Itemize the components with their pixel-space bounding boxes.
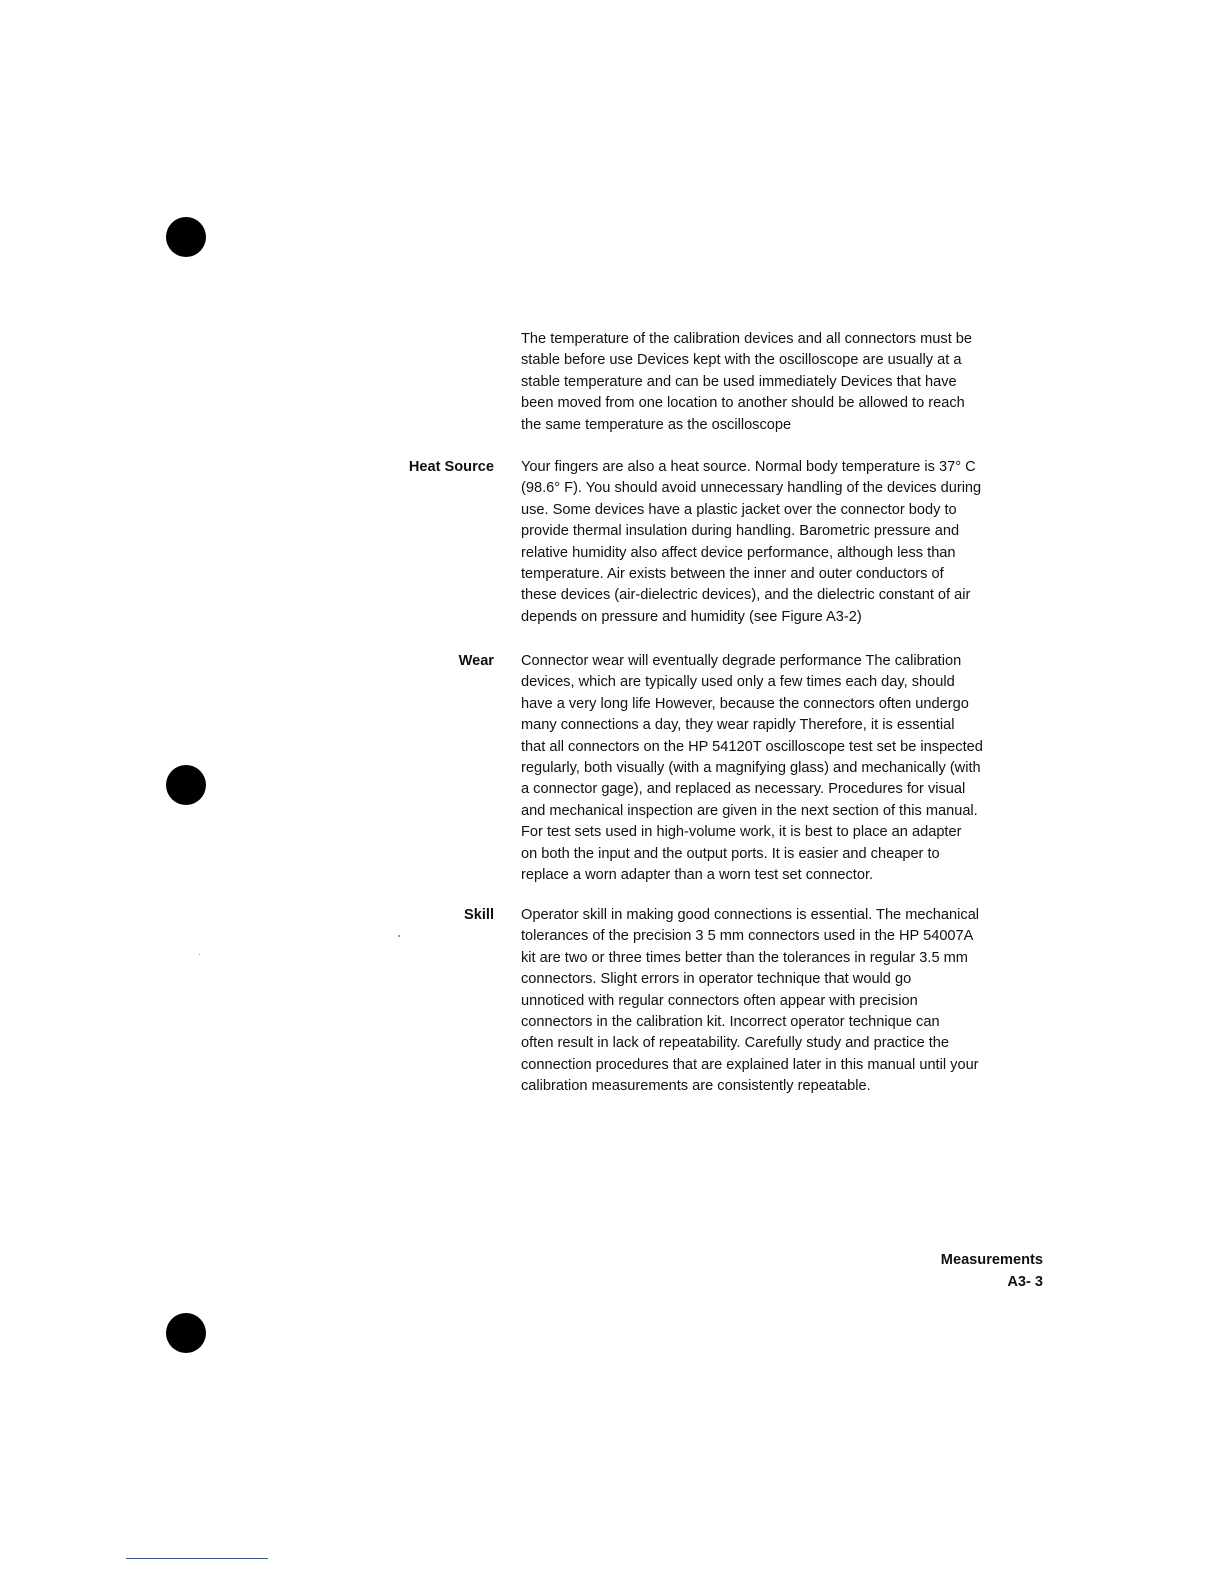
paragraph-line: Operator skill in making good connections is essential. The mechanical xyxy=(521,907,980,923)
paragraph-line: For test sets used in high-volume work, it is best to place an adapter xyxy=(521,824,962,841)
paragraph-line: tolerances of the precision 3 5 mm connectors used in the HP 54007A xyxy=(521,928,974,945)
footer-section-title: Measurements xyxy=(940,1252,1043,1268)
paragraph-line: a connector gage), and replaced as necessary. Procedures for visual xyxy=(521,781,966,798)
paragraph-line: connection procedures that are explained later in this manual until your xyxy=(521,1056,979,1073)
paragraph-line: calibration measurements are consistently repeatable. xyxy=(521,1078,871,1095)
footer-page-number: A3- 3 xyxy=(1007,1274,1043,1290)
wear-paragraph xyxy=(521,651,1046,886)
paragraph-line: many connections a day, they wear rapidly Therefore, it is essential xyxy=(521,717,955,734)
paragraph-line: Your fingers are also a heat source. Normal body temperature is 37° C xyxy=(521,459,976,475)
paragraph-line: stable temperature and can be used immediately Devices that have xyxy=(521,373,957,390)
paragraph-line: devices, which are typically used only a few times each day, should xyxy=(521,674,955,691)
scan-speck xyxy=(199,954,200,955)
wear-heading: Wear xyxy=(458,653,494,669)
paragraph-line: the same temperature as the oscilloscope xyxy=(521,416,792,433)
bottom-edge-rule xyxy=(126,1558,268,1559)
paragraph-line: on both the input and the output ports. It is easier and cheaper to xyxy=(521,845,940,862)
paragraph-line: stable before use Devices kept with the oscilloscope are usually at a xyxy=(521,352,962,369)
punch-hole-bottom xyxy=(166,1313,206,1353)
paragraph-line: depends on pressure and humidity (see Figure A3-2) xyxy=(521,608,862,625)
paragraph-line: temperature. Air exists between the inner and outer conductors of xyxy=(521,566,944,583)
paragraph-line: The temperature of the calibration devices and all connectors must be xyxy=(521,331,973,347)
paragraph-line: these devices (air-dielectric devices), and the dielectric constant of air xyxy=(521,587,971,604)
heat-source-paragraph xyxy=(521,457,1046,628)
paragraph-line: replace a worn adapter than a worn test set connector. xyxy=(521,867,874,884)
paragraph-line: often result in lack of repeatability. Carefully study and practice the xyxy=(521,1035,950,1052)
paragraph-line: use. Some devices have a plastic jacket over the connector body to xyxy=(521,501,957,518)
paragraph-line: Connector wear will eventually degrade performance The calibration xyxy=(521,653,962,669)
paragraph-line: regularly, both visually (with a magnifying glass) and mechanically (with xyxy=(521,760,981,777)
skill-paragraph xyxy=(521,905,1046,1098)
punch-hole-top xyxy=(166,217,206,257)
paragraph-line: kit are two or three times better than the tolerances in regular 3.5 mm xyxy=(521,949,968,966)
paragraph-line: provide thermal insulation during handling. Barometric pressure and xyxy=(521,523,960,540)
paragraph-line: unnoticed with regular connectors often appear with precision xyxy=(521,992,918,1009)
paragraph-line: been moved from one location to another should be allowed to reach xyxy=(521,395,965,412)
paragraph-line: connectors. Slight errors in operator technique that would go xyxy=(521,971,912,988)
paragraph-line: that all connectors on the HP 54120T oscilloscope test set be inspected xyxy=(521,738,983,755)
paragraph-line: connectors in the calibration kit. Incorrect operator technique can xyxy=(521,1014,940,1031)
skill-heading: Skill xyxy=(463,907,494,923)
paragraph-line: (98.6° F). You should avoid unnecessary handling of the devices during xyxy=(521,480,982,497)
punch-hole-middle xyxy=(166,765,206,805)
paragraph-line: and mechanical inspection are given in the next section of this manual. xyxy=(521,802,978,819)
paragraph-line: have a very long life However, because the connectors often undergo xyxy=(521,695,969,712)
heat-source-heading: Heat Source xyxy=(408,459,494,475)
scan-speck xyxy=(398,935,400,937)
paragraph-line: relative humidity also affect device performance, although less than xyxy=(521,544,956,561)
intro-paragraph xyxy=(521,329,1046,436)
